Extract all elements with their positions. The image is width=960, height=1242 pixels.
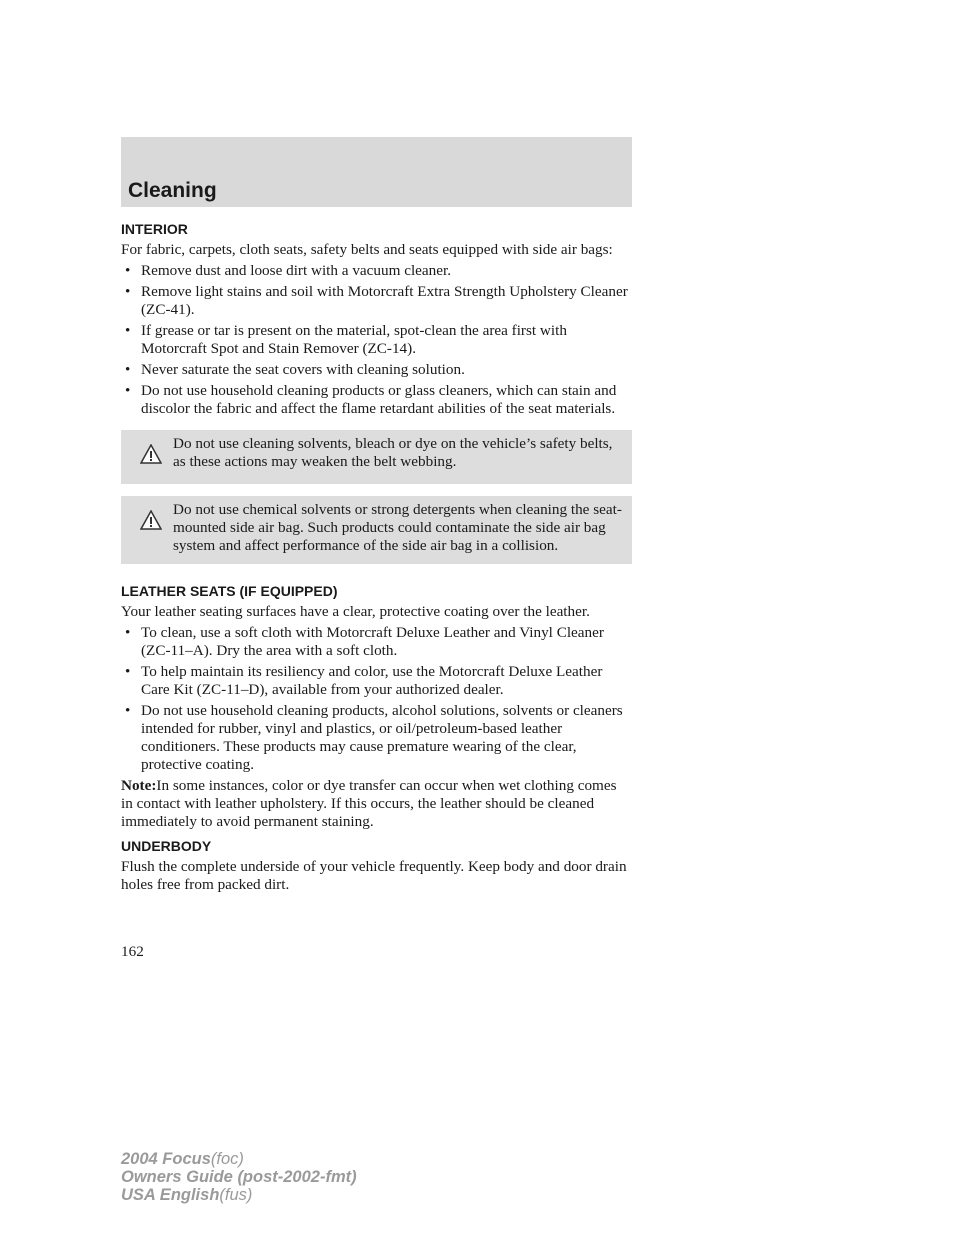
leather-heading: LEATHER SEATS (IF EQUIPPED) — [121, 583, 338, 599]
bullet-icon: • — [125, 262, 131, 279]
warning-triangle-icon — [129, 501, 173, 541]
leather-bullet-list — [121, 624, 632, 774]
bullet-icon: • — [125, 702, 131, 719]
list-item: • To help maintain its resiliency and color, use the Motorcraft Deluxe Leather Care Kit (ZC-11–D), available from your authorized dealer. — [125, 663, 603, 698]
list-item: • Do not use household cleaning products, alcohol solutions, solvents or cleaners intended for rubber, vinyl and plastics, or oil/petroleum-based leather conditioners. These products may cause premature wearing of the clear, protective coating. — [125, 702, 623, 773]
warning-box-safety-belts — [121, 430, 632, 484]
note-text: In some instances, color or dye transfer can occur when wet clothing comes in contact with leather upholstery. If this occurs, the leather should be cleaned immediately to avoid permanent staining. — [121, 777, 617, 830]
warning-text: Do not use cleaning solvents, bleach or dye on the vehicle’s safety belts, as these actions may weaken the belt webbing. — [173, 435, 613, 470]
warning-text: Do not use chemical solvents or strong detergents when cleaning the seat-mounted side air bag. Such products could contaminate the side air bag system and affect performance of the side air bag in a collision. — [173, 501, 622, 554]
bullet-icon: • — [125, 361, 131, 378]
section-title: Cleaning — [128, 179, 217, 202]
underbody-heading: UNDERBODY — [121, 838, 212, 854]
leather-intro: Your leather seating surfaces have a clear, protective coating over the leather. — [121, 603, 590, 620]
bullet-icon: • — [125, 663, 131, 680]
page-content — [121, 220, 632, 894]
warning-box-side-air-bag — [121, 496, 632, 564]
document-footer: 2004 Focus(foc) Owners Guide (post-2002-fmt) USA English(fus) — [121, 1150, 357, 1204]
note-label: Note: — [121, 777, 157, 794]
warning-triangle-icon — [129, 435, 173, 475]
page-number: 162 — [121, 943, 144, 960]
bullet-icon: • — [125, 322, 131, 339]
bullet-icon: • — [125, 283, 131, 300]
bullet-icon: • — [125, 382, 131, 399]
underbody-text: Flush the complete underside of your vehicle frequently. Keep body and door drain holes free from packed dirt. — [121, 858, 627, 893]
list-item: • To clean, use a soft cloth with Motorcraft Deluxe Leather and Vinyl Cleaner (ZC-11–A). Dry the area with a soft cloth. — [125, 624, 604, 659]
list-item: • Remove dust and loose dirt with a vacuum cleaner. — [125, 262, 451, 279]
list-item: • Remove light stains and soil with Motorcraft Extra Strength Upholstery Cleaner (ZC-41). — [125, 283, 628, 318]
bullet-icon: • — [125, 624, 131, 641]
list-item: • Never saturate the seat covers with cleaning solution. — [125, 361, 465, 378]
interior-intro: For fabric, carpets, cloth seats, safety belts and seats equipped with side air bags: — [121, 241, 613, 258]
interior-bullet-list — [121, 262, 632, 418]
list-item: • Do not use household cleaning products or glass cleaners, which can stain and discolor the fabric and affect the flame retardant abilities of the seat materials. — [125, 382, 617, 417]
list-item: • If grease or tar is present on the material, spot-clean the area first with Motorcraft Spot and Stain Remover (ZC-14). — [125, 322, 567, 357]
interior-heading: INTERIOR — [121, 221, 188, 237]
leather-note — [121, 777, 632, 831]
